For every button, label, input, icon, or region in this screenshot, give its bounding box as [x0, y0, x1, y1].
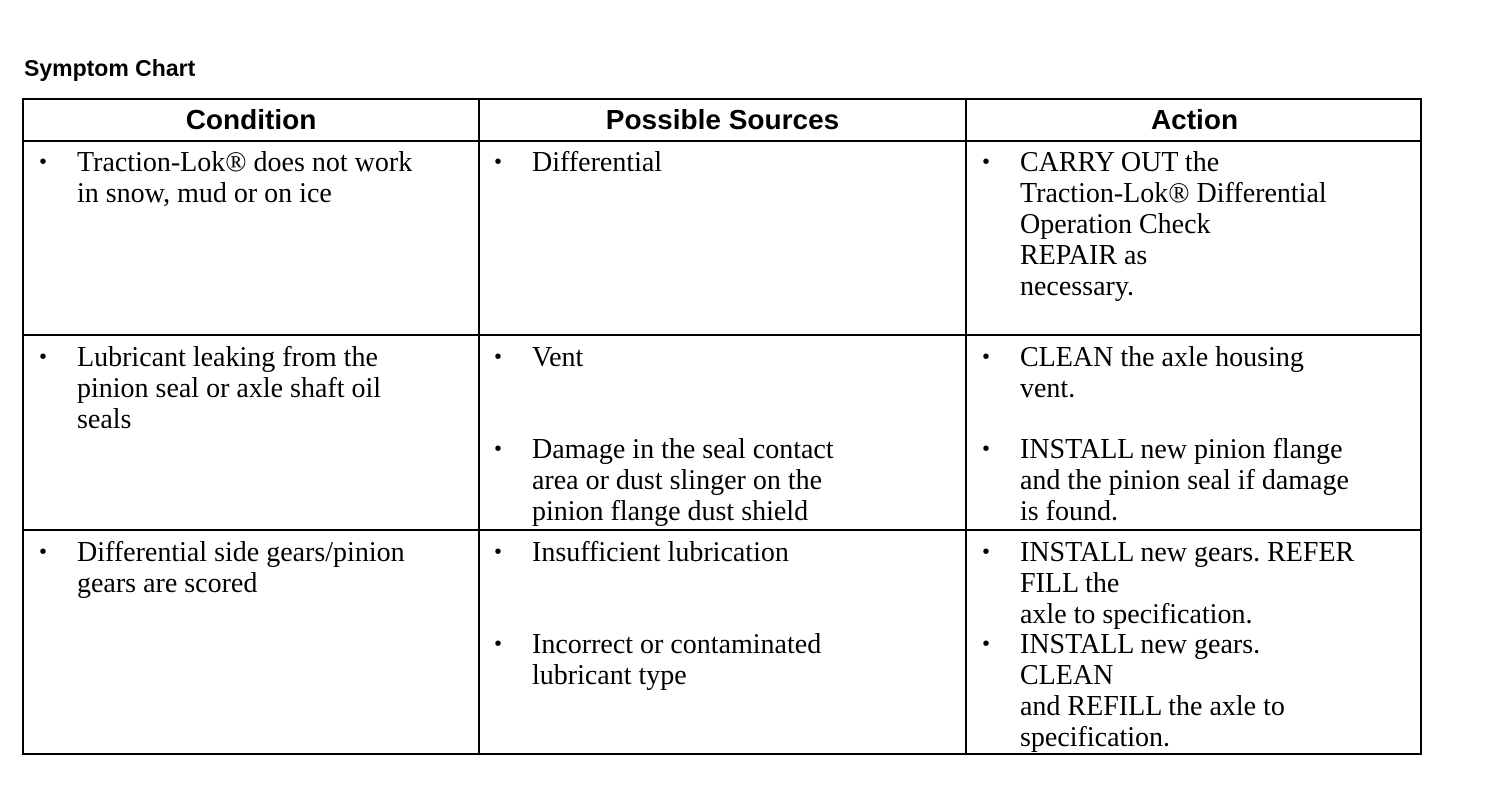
bullet: •	[494, 346, 502, 368]
bullet: •	[982, 541, 990, 563]
bullet: •	[982, 346, 990, 368]
text-line: FILL the	[1020, 568, 1120, 599]
text-line: and the pinion seal if damage	[1020, 465, 1349, 496]
column-divider-1	[478, 100, 480, 753]
bullet: •	[982, 633, 990, 655]
text-line: vent.	[1020, 373, 1076, 404]
text-line: CARRY OUT the	[1020, 147, 1220, 178]
text-line: and REFILL the axle to	[1020, 691, 1285, 722]
header-condition: Condition	[185, 104, 317, 135]
text-line: specification.	[1020, 722, 1171, 753]
text-line: axle to specification.	[1020, 599, 1253, 630]
text-line: is found.	[1020, 496, 1118, 527]
text-line: pinion flange dust shield	[532, 496, 809, 527]
text-line: Insufficient lubrication	[532, 537, 789, 568]
bullet: •	[494, 541, 502, 563]
text-line: Vent	[532, 342, 584, 373]
bullet: •	[494, 633, 502, 655]
page-title: Symptom Chart	[24, 55, 196, 81]
text-line: Damage in the seal contact	[532, 434, 834, 465]
text-line: pinion seal or axle shaft oil	[77, 373, 382, 404]
text-line: seals	[77, 404, 132, 435]
text-line: Lubricant leaking from the	[77, 342, 378, 373]
bullet: •	[494, 151, 502, 173]
text-line: lubricant type	[532, 660, 687, 691]
bullet: •	[494, 438, 502, 460]
text-line: necessary.	[1020, 271, 1135, 302]
text-line: gears are scored	[77, 568, 258, 599]
text-line: CLEAN	[1020, 660, 1114, 691]
row-divider-1	[24, 334, 1420, 336]
text-line: Traction-Lok® does not work	[77, 147, 413, 178]
text-line: Traction-Lok® Differential	[1020, 178, 1327, 209]
row-divider-2	[24, 529, 1420, 531]
bullet: •	[39, 541, 47, 563]
header-divider	[24, 140, 1420, 142]
text-line: INSTALL new gears.	[1020, 629, 1261, 660]
bullet: •	[39, 346, 47, 368]
text-line: Incorrect or contaminated	[532, 629, 822, 660]
text-line: INSTALL new pinion flange	[1020, 434, 1343, 465]
text-line: INSTALL new gears. REFER	[1020, 537, 1355, 568]
text-line: Operation Check	[1020, 209, 1211, 240]
text-line: Differential	[532, 147, 663, 178]
text-line: REPAIR as	[1020, 240, 1148, 271]
header-action: Action	[1150, 104, 1239, 135]
column-divider-2	[965, 100, 967, 753]
text-line: area or dust slinger on the	[532, 465, 823, 496]
text-line: CLEAN the axle housing	[1020, 342, 1304, 373]
header-possible-sources: Possible Sources	[605, 104, 840, 135]
bullet: •	[982, 438, 990, 460]
text-line: Differential side gears/pinion	[77, 537, 405, 568]
bullet: •	[982, 151, 990, 173]
symptom-table	[22, 98, 1422, 755]
bullet: •	[39, 151, 47, 173]
text-line: in snow, mud or on ice	[77, 178, 332, 209]
